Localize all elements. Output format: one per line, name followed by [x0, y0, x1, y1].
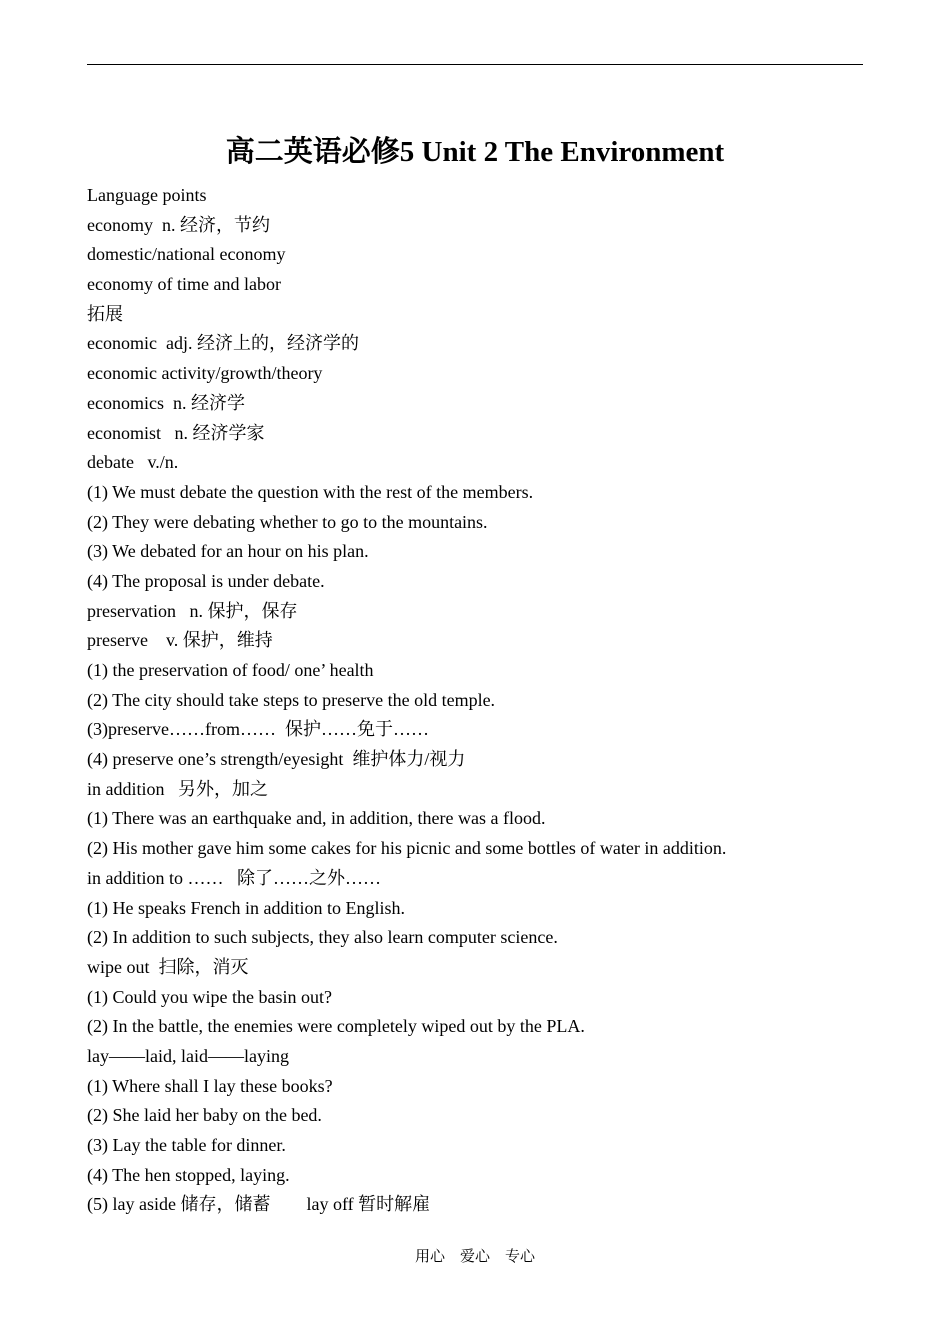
text-line: wipe out 扫除，消灭 — [87, 956, 249, 977]
text-line: Language points — [87, 185, 207, 205]
text-line: in addition to …… 除了……之外…… — [87, 867, 381, 888]
text-line: (2) The city should take steps to preserve the old temple. — [87, 689, 496, 710]
text-line: (4) The proposal is under debate. — [87, 570, 325, 591]
text-line: economic activity/growth/theory — [87, 363, 323, 384]
text-line: in addition 另外，加之 — [87, 778, 268, 799]
text-line: (2) In addition to such subjects, they also learn computer science. — [87, 927, 558, 948]
text-line: (1) Could you wipe the basin out? — [87, 986, 332, 1007]
text-line: economics n. 经济学 — [87, 392, 245, 413]
text-line: (1) He speaks French in addition to English. — [87, 897, 405, 918]
text-line: economy of time and labor — [87, 274, 281, 295]
document-title: 高二英语必修5 Unit 2 The Environment — [225, 136, 725, 168]
text-line: (1) Where shall I lay these books? — [87, 1075, 333, 1096]
text-line: (3) We debated for an hour on his plan. — [87, 541, 369, 562]
text-line: (1) the preservation of food/ one’ health — [87, 660, 374, 680]
text-line: (4) The hen stopped, laying. — [87, 1164, 290, 1185]
text-line: 拓展 — [87, 303, 123, 324]
text-line: (3) Lay the table for dinner. — [87, 1135, 286, 1155]
text-line: (2) His mother gave him some cakes for his picnic and some bottles of water in addition. — [87, 838, 727, 859]
document-body — [87, 181, 877, 1220]
text-line: economy n. 经济，节约 — [87, 214, 270, 235]
text-line: domestic/national economy — [87, 244, 286, 265]
text-line: economic adj. 经济上的，经济学的 — [87, 333, 359, 354]
page-footer: 用心 爱心 专心 — [414, 1249, 535, 1265]
header-rule — [87, 64, 863, 65]
text-line: economist n. 经济学家 — [87, 422, 265, 443]
text-line: (2) They were debating whether to go to the mountains. — [87, 511, 488, 532]
text-line: preserve v. 保护，维持 — [87, 630, 273, 651]
text-line: (2) In the battle, the enemies were completely wiped out by the PLA. — [87, 1016, 585, 1037]
text-line: (2) She laid her baby on the bed. — [87, 1105, 322, 1126]
text-line: (5) lay aside 储存，储蓄 lay off 暂时解雇 — [87, 1194, 431, 1215]
text-line: lay——laid, laid——laying — [87, 1045, 289, 1066]
text-line: debate v./n. — [87, 452, 179, 473]
text-line: (4) preserve one’s strength/eyesight 维护体力/视力 — [87, 749, 466, 770]
text-line: (1) We must debate the question with the rest of the members. — [87, 481, 534, 502]
text-line: preservation n. 保护，保存 — [87, 600, 298, 621]
text-line: (3)preserve……from…… 保护……免于…… — [87, 719, 429, 740]
text-line: (1) There was an earthquake and, in addition, there was a flood. — [87, 808, 546, 829]
